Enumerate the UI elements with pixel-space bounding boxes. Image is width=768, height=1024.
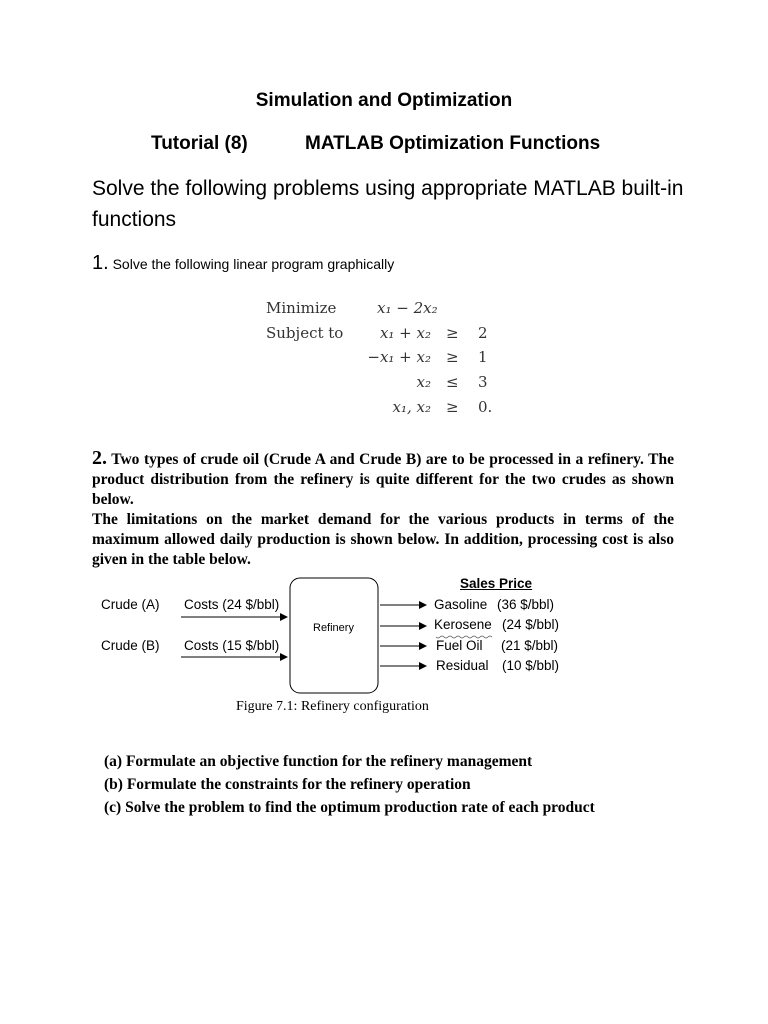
crude-a-cost: Costs (24 $/bbl) <box>184 597 280 612</box>
constraint-rhs: 1 <box>478 348 488 366</box>
constraint-operator: ≥ <box>446 398 459 416</box>
constraint-lhs: x₁, x₂ <box>392 398 431 416</box>
task-item: (a) Formulate an objective function for the refinery management <box>104 753 533 770</box>
product-price: (21 $/bbl) <box>501 638 559 653</box>
product-price: (10 $/bbl) <box>502 658 560 673</box>
refinery-box <box>290 578 378 693</box>
tutorial-subtitle: MATLAB Optimization Functions <box>305 133 601 154</box>
product-name: Fuel Oil <box>436 638 483 653</box>
constraint-lhs: −x₁ + x₂ <box>367 348 431 366</box>
constraint-lhs: x₂ <box>416 373 431 391</box>
task-item: (c) Solve the problem to find the optimum production rate of each product <box>104 799 595 816</box>
subject-to-label: Subject to <box>266 324 344 342</box>
constraint-operator: ≥ <box>446 348 459 366</box>
figure-caption: Figure 7.1: Refinery configuration <box>236 699 429 714</box>
question-2-number: 2. <box>92 447 107 469</box>
product-price: (24 $/bbl) <box>502 617 560 632</box>
crude-b-cost: Costs (15 $/bbl) <box>184 638 280 653</box>
constraint-operator: ≥ <box>446 324 459 342</box>
crude-a-label: Crude (A) <box>101 597 160 612</box>
question-2-paragraph-2: The limitations on the market demand for the various products in terms of the maximum allowed daily production is shown below. In addition, processing cost is also given in the table below. <box>92 511 674 568</box>
product-name: Gasoline <box>434 597 488 612</box>
tutorial-number: Tutorial (8) <box>151 133 248 154</box>
constraint-rhs: 2 <box>478 324 488 342</box>
minimize-label: Minimize <box>266 299 337 317</box>
constraint-operator: ≤ <box>446 373 459 391</box>
refinery-label: Refinery <box>313 622 354 634</box>
constraint-lhs: x₁ + x₂ <box>379 324 431 342</box>
question-1-text: Solve the following linear program graphically <box>112 256 395 272</box>
task-list <box>104 750 704 819</box>
document-title: Simulation and Optimization <box>255 90 513 111</box>
constraint-rhs: 3 <box>478 373 488 391</box>
question-1-number: 1. <box>92 252 109 274</box>
crude-b-label: Crude (B) <box>101 638 160 653</box>
product-name: Kerosene <box>434 617 492 632</box>
product-name: Residual <box>436 658 489 673</box>
objective-expression: x₁ − 2x₂ <box>377 299 438 317</box>
sales-price-header: Sales Price <box>460 576 533 591</box>
question-2-paragraph-1: Two types of crude oil (Crude A and Crude B) are to be processed in a refinery. The product distribution from the refinery is quite different for the two crudes as shown below. <box>92 451 674 508</box>
constraint-rhs: 0. <box>478 398 493 416</box>
task-item: (b) Formulate the constraints for the refinery operation <box>104 776 471 793</box>
product-price: (36 $/bbl) <box>497 597 555 612</box>
intro-text: Solve the following problems using appropriate MATLAB built-in functions <box>92 177 684 231</box>
